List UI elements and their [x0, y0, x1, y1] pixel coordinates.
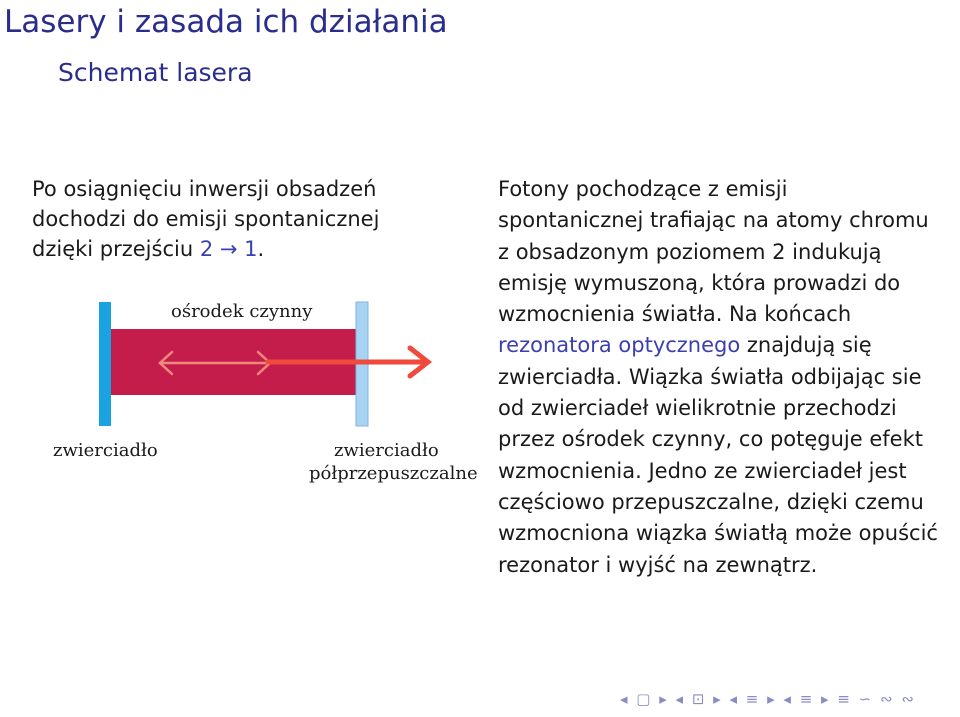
slide-subtitle: Schemat lasera [58, 58, 253, 87]
label-active-medium: ośrodek czynny [171, 301, 313, 322]
label-mirror-partial-line2: półprzepuszczalne [309, 463, 478, 484]
resonator-highlight: rezonatora optycznego [498, 333, 741, 358]
left-paragraph [32, 174, 432, 264]
transition-label: 2 → 1 [199, 237, 258, 261]
beamer-navigation[interactable]: ◂ ▢ ▸ ◂ ⊡ ▸ ◂ ≡ ▸ ◂ ≡ ▸ ≡ ∽ ∾ ∾ [620, 690, 916, 708]
right-paragraph [498, 174, 938, 581]
left-text-main: Po osiągnięciu inwersji obsadzeń dochodzi do emisji spontanicznej dzięki przejściu [32, 177, 380, 261]
mirror-left [99, 302, 111, 426]
right-text-main: Fotony pochodzące z emisji spontanicznej trafiając na atomy chromu z obsadzonym poziomem 2 indukują emisję wymuszoną, która prowadzi do wzmocnienia światła. Na końcach [498, 177, 929, 327]
slide-title: Lasery i zasada ich działania [4, 4, 448, 40]
label-mirror-partial-line1: zwierciadło [334, 440, 439, 461]
laser-diagram [0, 280, 480, 510]
left-text-end: . [257, 237, 265, 261]
label-mirror: zwierciadło [53, 440, 158, 461]
right-text-end: znajdują się zwierciadła. Wiązka światła odbijając sie od zwierciadeł wielikrotnie przechodzi przez ośrodek czynny, co potęguje efekt wzmocnienia. Jedno ze zwierciadeł jest częściowo przepuszczalne, dzięki czemu wzmocniona wiązka światłą może opuścić rezonator i wyjść na zewnątrz. [498, 333, 938, 577]
